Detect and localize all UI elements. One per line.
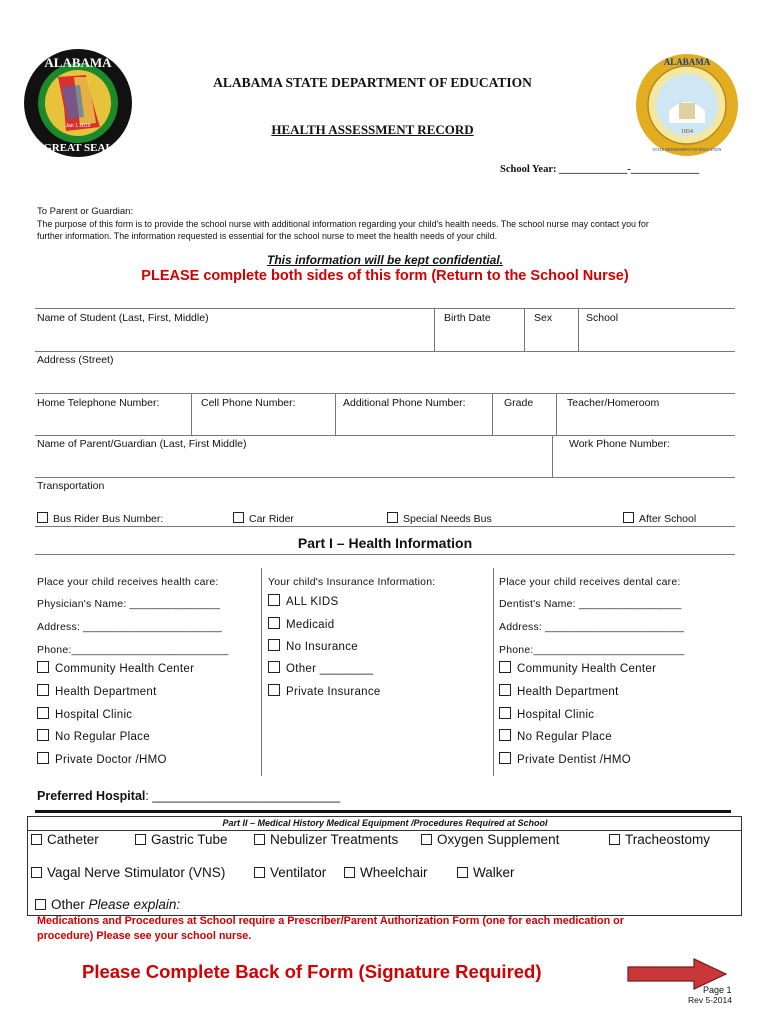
seal-bottom-text: STATE DEPARTMENT OF EDUCATION — [652, 147, 722, 152]
great-seal-logo — [22, 47, 134, 159]
divider — [492, 393, 493, 435]
insurance-heading: Your child's Insurance Information: — [268, 576, 436, 588]
back-of-form-notice: Please Complete Back of Form (Signature Required) — [82, 961, 542, 982]
address-field[interactable]: Address (Street) — [37, 354, 114, 366]
walker-option[interactable]: Walker — [457, 865, 515, 880]
salutation: To Parent or Guardian: — [37, 206, 134, 217]
checkbox[interactable] — [233, 512, 244, 523]
please-complete-notice: PLEASE complete both sides of this form (Return to the School Nurse) — [141, 268, 629, 284]
checkbox[interactable] — [268, 661, 280, 673]
divider — [35, 435, 735, 436]
divider — [335, 393, 336, 435]
divider — [35, 526, 735, 527]
insurance-option[interactable]: ALL KIDS — [268, 594, 338, 608]
insurance-option[interactable]: No Insurance — [268, 639, 358, 653]
checkbox[interactable] — [31, 867, 42, 878]
care-option[interactable]: Hospital Clinic — [37, 707, 132, 721]
checkbox[interactable] — [31, 834, 42, 845]
divider — [35, 351, 735, 352]
insurance-option[interactable]: Medicaid — [268, 617, 334, 631]
special-needs-bus-option[interactable]: Special Needs Bus — [387, 512, 492, 525]
divider — [35, 477, 735, 478]
checkbox[interactable] — [268, 684, 280, 696]
care-option[interactable]: No Regular Place — [37, 729, 150, 743]
school-field[interactable]: School — [586, 312, 619, 324]
divider — [578, 308, 579, 351]
divider — [191, 393, 192, 435]
insurance-option[interactable]: Private Insurance — [268, 684, 381, 698]
form-title: HEALTH ASSESSMENT RECORD — [271, 122, 474, 137]
dental-option[interactable]: Community Health Center — [499, 661, 656, 675]
school-year-field[interactable]: School Year: _____________-_____________ — [500, 164, 700, 175]
cell-phone-field[interactable]: Cell Phone Number: — [201, 397, 296, 409]
checkbox[interactable] — [499, 661, 511, 673]
divider — [35, 554, 735, 555]
care-option[interactable]: Private Doctor /HMO — [37, 752, 167, 766]
checkbox[interactable] — [37, 729, 49, 741]
page-number: Page 1 — [703, 985, 732, 995]
health-care-heading: Place your child receives health care: — [37, 576, 219, 588]
divider — [27, 830, 741, 831]
part2-title: Part II – Medical History Medical Equipment /Procedures Required at School — [222, 818, 548, 828]
gastric-tube-option[interactable]: Gastric Tube — [135, 832, 228, 847]
divider — [524, 308, 525, 351]
checkbox[interactable] — [609, 834, 620, 845]
tracheostomy-option[interactable]: Tracheostomy — [609, 832, 710, 847]
seal-year: 1854 — [681, 129, 693, 135]
part1-title: Part I – Health Information — [297, 535, 473, 551]
checkbox[interactable] — [135, 834, 146, 845]
care-option[interactable]: Community Health Center — [37, 661, 194, 675]
checkbox[interactable] — [37, 684, 49, 696]
catheter-option[interactable]: Catheter — [31, 832, 99, 847]
checkbox[interactable] — [254, 867, 265, 878]
intro-line-2: further information. The information requested is essential for the school nurse to meet the health needs of your child. — [37, 231, 498, 241]
checkbox[interactable] — [457, 867, 468, 878]
sex-field[interactable]: Sex — [534, 312, 553, 324]
checkbox[interactable] — [268, 594, 280, 606]
divider — [552, 435, 553, 477]
seal-top-text: ALABAMA — [663, 57, 711, 67]
state-department-seal-logo — [635, 53, 739, 157]
checkbox[interactable] — [37, 752, 49, 764]
bus-rider-option[interactable]: Bus Rider Bus Number: — [37, 512, 163, 525]
physician-name-field[interactable]: Physician's Name: _______________ — [37, 598, 221, 610]
seal-bottom-text: GREAT SEAL — [43, 142, 113, 154]
checkbox[interactable] — [268, 639, 280, 651]
dentist-name-field[interactable]: Dentist's Name: _________________ — [499, 598, 682, 610]
work-phone-field[interactable]: Work Phone Number: — [569, 438, 670, 450]
oxygen-option[interactable]: Oxygen Supplement — [421, 832, 559, 847]
divider — [434, 308, 435, 351]
divider — [35, 393, 735, 394]
medications-note-1: Medications and Procedures at School require a Prescriber/Parent Authorization Form (one for each medication or — [37, 915, 624, 927]
dentist-phone-field[interactable]: Phone:_________________________ — [499, 644, 685, 656]
checkbox[interactable] — [35, 899, 46, 910]
dentist-address-field[interactable]: Address: _______________________ — [499, 621, 685, 633]
checkbox[interactable] — [268, 617, 280, 629]
section-rule — [35, 810, 731, 813]
checkbox[interactable] — [37, 707, 49, 719]
checkbox[interactable] — [37, 661, 49, 673]
dental-option[interactable]: Private Dentist /HMO — [499, 752, 631, 766]
teacher-field[interactable]: Teacher/Homeroom — [567, 397, 660, 409]
department-name: ALABAMA STATE DEPARTMENT OF EDUCATION — [213, 75, 532, 90]
nebulizer-option[interactable]: Nebulizer Treatments — [254, 832, 398, 847]
after-school-option[interactable]: After School — [623, 512, 696, 525]
insurance-option[interactable]: Other ________ — [268, 661, 373, 675]
checkbox[interactable] — [344, 867, 355, 878]
parent-name-field[interactable]: Name of Parent/Guardian (Last, First Middle) — [37, 438, 247, 450]
divider — [35, 308, 735, 309]
checkbox[interactable] — [499, 707, 511, 719]
other-option[interactable]: Other Please explain: — [35, 897, 180, 912]
checkbox[interactable] — [499, 752, 511, 764]
medications-note-2: procedure) Please see your school nurse. — [37, 930, 252, 942]
car-rider-option[interactable]: Car Rider — [233, 512, 294, 525]
additional-phone-field[interactable]: Additional Phone Number: — [343, 397, 466, 409]
revision-date: Rev 5-2014 — [688, 995, 732, 1005]
checkbox[interactable] — [623, 512, 634, 523]
student-name-field[interactable]: Name of Student (Last, First, Middle) — [37, 312, 209, 324]
transportation-label: Transportation — [37, 480, 105, 492]
birth-date-field[interactable]: Birth Date — [444, 312, 491, 324]
vns-option[interactable]: Vagal Nerve Stimulator (VNS) — [31, 865, 225, 880]
checkbox[interactable] — [37, 512, 48, 523]
confidential-notice: This information will be kept confidential. — [266, 253, 503, 267]
ventilator-option[interactable]: Ventilator — [254, 865, 326, 880]
divider — [556, 393, 557, 435]
divider — [493, 568, 494, 776]
checkbox[interactable] — [499, 729, 511, 741]
checkbox[interactable] — [421, 834, 432, 845]
physician-phone-field[interactable]: Phone:__________________________ — [37, 644, 229, 656]
seal-date: Jan 1 2019 — [65, 123, 91, 129]
grade-field[interactable]: Grade — [504, 397, 534, 409]
care-option[interactable]: Health Department — [37, 684, 157, 698]
dental-option[interactable]: Hospital Clinic — [499, 707, 594, 721]
checkbox[interactable] — [387, 512, 398, 523]
dental-care-heading: Place your child receives dental care: — [499, 576, 681, 588]
preferred-hospital-field[interactable]: Preferred Hospital: ___________________________ — [37, 789, 341, 803]
checkbox[interactable] — [499, 684, 511, 696]
wheelchair-option[interactable]: Wheelchair — [344, 865, 428, 880]
home-phone-field[interactable]: Home Telephone Number: — [37, 397, 160, 409]
dental-option[interactable]: Health Department — [499, 684, 619, 698]
divider — [261, 568, 262, 776]
dental-option[interactable]: No Regular Place — [499, 729, 612, 743]
checkbox[interactable] — [254, 834, 265, 845]
seal-top-text: ALABAMA — [44, 55, 112, 70]
intro-line-1: The purpose of this form is to provide the school nurse with additional information regarding your child's health needs. The school nurse may contact you for — [37, 219, 649, 229]
physician-address-field[interactable]: Address: _______________________ — [37, 621, 223, 633]
